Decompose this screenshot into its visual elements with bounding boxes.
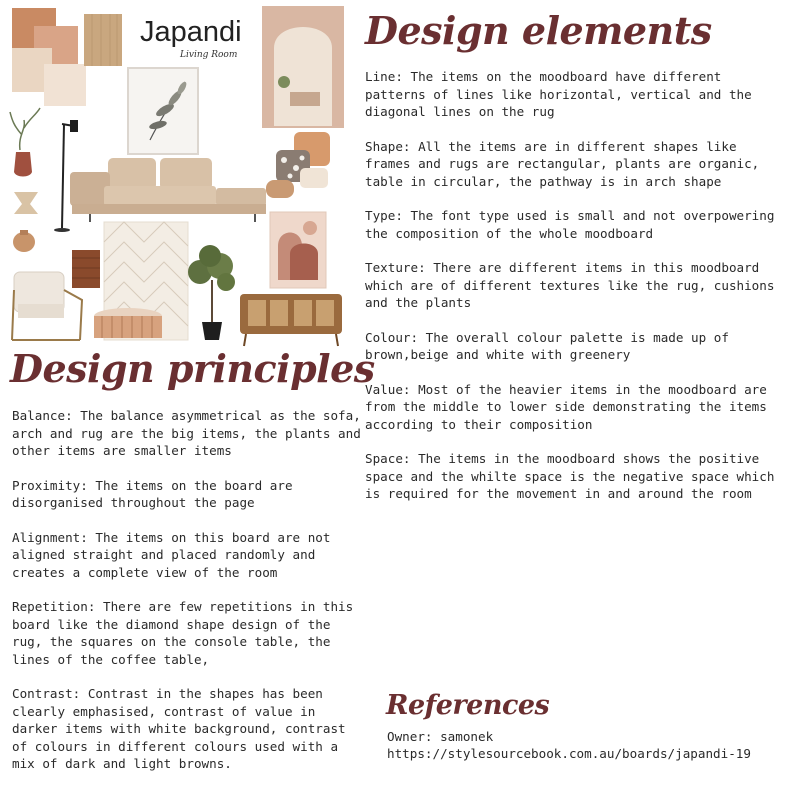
- principle-alignment: Alignment: The items on this board are not aligned straight and placed randomly and creates a complete view of the room: [12, 529, 331, 580]
- element-value: Value: Most of the heavier items in the moodboard are from the middle to lower side demonstrating the items according to their composition: [365, 381, 767, 432]
- hourglass-stool: [14, 192, 38, 214]
- arch-doorway-photo: [262, 6, 344, 128]
- board-subtitle: Living Room: [180, 50, 238, 60]
- rattan-console-table: [240, 294, 342, 346]
- swatch-timber: [84, 14, 122, 66]
- abstract-art-print: [270, 212, 326, 288]
- design-elements-heading: Design elements: [365, 8, 712, 53]
- cushions: [266, 132, 330, 198]
- throw-blanket: [72, 250, 100, 288]
- vase-with-branches: [10, 108, 40, 177]
- reference-url[interactable]: https://stylesourcebook.com.au/boards/japandi-19: [387, 746, 751, 761]
- element-space: Space: The items in the moodboard shows the positive space and the whilte space is the negative space which is required for the movement in and around the room: [365, 451, 775, 501]
- colour-swatches: [12, 8, 122, 106]
- references-block: [387, 728, 751, 762]
- element-line: Line: The items on the moodboard have different patterns of lines like horizontal, vertical and the diagonal lines on the rug: [365, 69, 752, 119]
- principle-proximity: Proximity: The items on the board are disorganised throughout the page: [12, 477, 293, 510]
- board-title: Japandi: [140, 16, 242, 48]
- design-elements-list: [365, 68, 785, 520]
- principle-balance: Balance: The balance asymmetrical as the sofa, arch and rug are the big items, the plants and other items are smaller items: [12, 408, 361, 458]
- potted-olive-tree: [188, 245, 235, 340]
- element-shape: Shape: All the items are in different shapes like frames and rugs are rectangular, plants are organic, table in circular, the pathway is in arch shape: [365, 138, 760, 189]
- design-principles-list: [12, 407, 362, 790]
- references-heading: References: [386, 690, 550, 721]
- sofa: [70, 158, 266, 222]
- reference-owner: Owner: samonek: [387, 729, 494, 744]
- element-type: Type: The font type used is small and not overpowering the composition of the whole moodboard: [365, 208, 775, 241]
- clay-vase: [13, 230, 35, 252]
- design-principles-heading: Design principles: [10, 346, 375, 391]
- principle-repetition: Repetition: There are few repetitions in this board like the diamond shape design of the rug, the squares on the console table, the lines of the coffee table,: [12, 599, 354, 667]
- element-texture: Texture: There are different items in this moodboard which are of different textures like the rug, cushions and the plants: [365, 260, 775, 310]
- coffee-table: [94, 308, 162, 338]
- principle-contrast: Contrast: Contrast in the shapes has been clearly emphasised, contrast of value in darker items with white background, contrast of colours in different colours used with a mix of dark and light browns.: [12, 686, 346, 771]
- swatch-cream: [44, 64, 86, 106]
- armchair: [12, 272, 82, 340]
- element-colour: Colour: The overall colour palette is made up of brown,beige and white with greenery: [365, 329, 729, 362]
- botanical-print: [128, 68, 198, 154]
